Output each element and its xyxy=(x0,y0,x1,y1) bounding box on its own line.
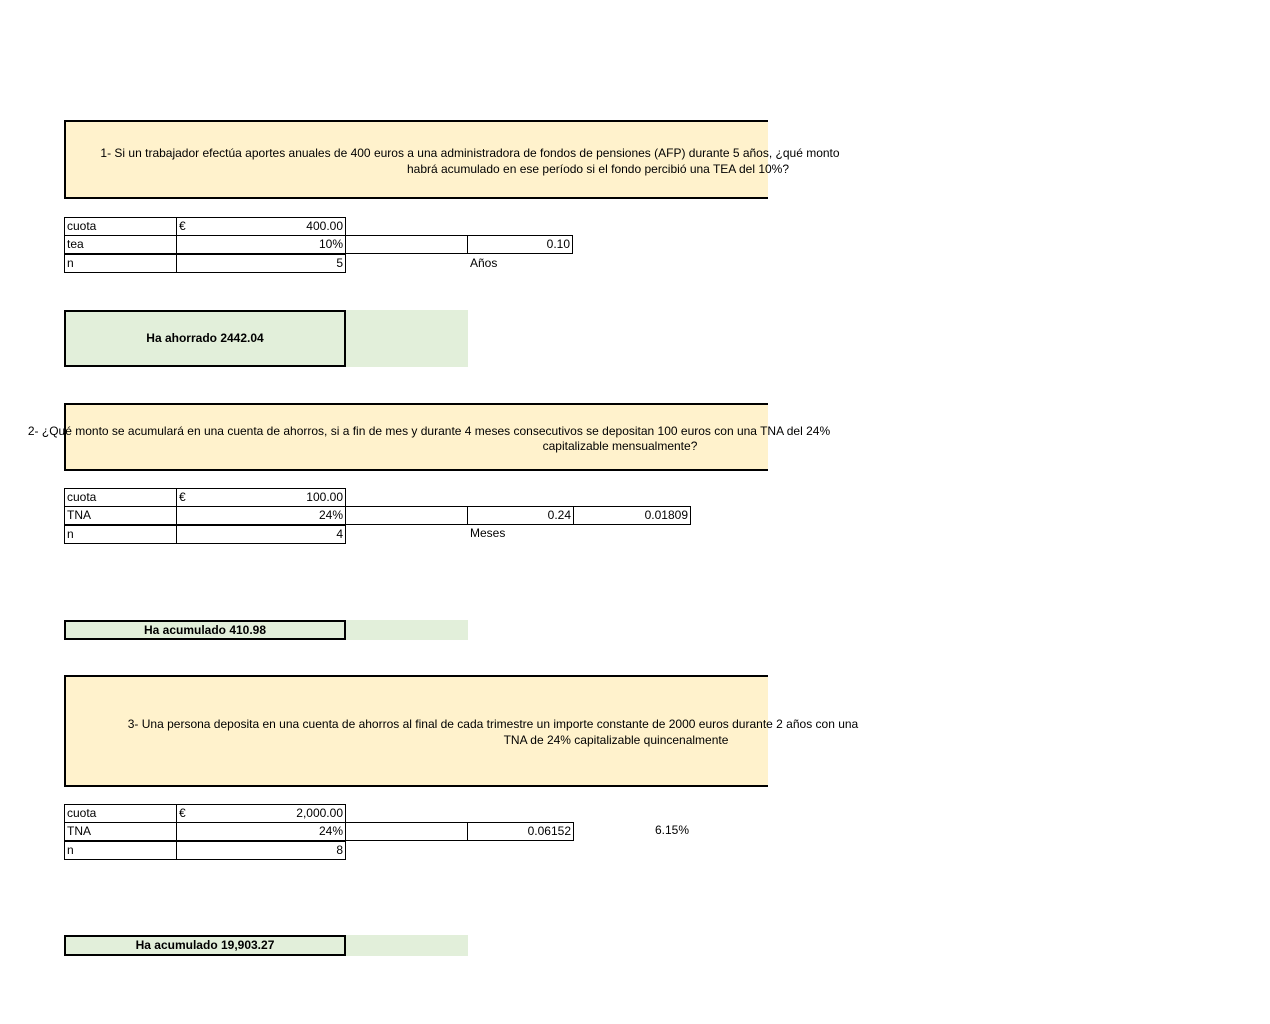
q1-tea-decimal: 0.10 xyxy=(467,235,573,254)
problem-3-line2: TNA de 24% capitalizable quincenalmente xyxy=(503,733,729,747)
q2-n-unit: Meses xyxy=(470,526,506,540)
q2-tna-decimal: 0.24 xyxy=(467,506,574,525)
q2-result-background xyxy=(345,620,468,640)
problem-3-line1: 3- Una persona deposita en una cuenta de ahorros al final de cada trimestre un importe constante de 2000 euros durante 2 años con una xyxy=(127,717,859,731)
q2-empty-cell xyxy=(345,506,468,525)
q3-cuota-label: cuota xyxy=(64,804,177,823)
q1-tea-value: 10% xyxy=(176,235,346,254)
q3-n-label: n xyxy=(64,841,177,860)
q2-cuota-value: 100.00 xyxy=(176,488,346,507)
q2-n-value: 4 xyxy=(176,525,346,544)
q1-n-label: n xyxy=(64,254,177,273)
q2-result: Ha acumulado 410.98 xyxy=(64,620,346,640)
q1-tea-label: tea xyxy=(64,235,177,254)
q3-tna-value: 24% xyxy=(176,822,346,841)
problem-2-statement xyxy=(27,403,831,471)
q3-currency-symbol: € xyxy=(176,804,346,823)
q3-tna-percent: 6.15% xyxy=(654,823,689,837)
q3-empty-cell xyxy=(345,822,468,841)
problem-2-line2: capitalizable mensualmente? xyxy=(542,439,698,453)
problem-2-line1: 2- ¿Qué monto se acumulará en una cuenta de ahorros, si a fin de mes y durante 4 meses consecutivos se depositan 100 euros con una TNA del 24% xyxy=(27,424,831,438)
q1-result: Ha ahorrado 2442.04 xyxy=(64,310,346,367)
q3-cuota-value: 2,000.00 xyxy=(176,804,346,823)
q3-result-background xyxy=(345,935,468,956)
q3-n-value: 8 xyxy=(176,841,346,860)
problem-1-line2: habrá acumulado en ese período si el fondo percibió una TEA del 10%? xyxy=(406,162,790,176)
q3-tna-rate: 0.06152 xyxy=(467,822,574,841)
q2-currency-symbol: € xyxy=(176,488,346,507)
q1-n-value: 5 xyxy=(176,254,346,273)
q2-cuota-label: cuota xyxy=(64,488,177,507)
q1-empty-cell xyxy=(345,235,468,254)
q2-tna-value: 24% xyxy=(176,506,346,525)
q2-tna-label: TNA xyxy=(64,506,177,525)
q2-tna-rate: 0.01809 xyxy=(573,506,691,525)
q3-result: Ha acumulado 19,903.27 xyxy=(64,935,346,956)
q1-n-unit: Años xyxy=(470,256,498,270)
problem-1-statement xyxy=(64,120,840,199)
q1-cuota-label: cuota xyxy=(64,217,177,236)
q2-n-label: n xyxy=(64,525,177,544)
q1-cuota-value: 400.00 xyxy=(176,217,346,236)
q1-currency-symbol: € xyxy=(176,217,346,236)
q3-tna-label: TNA xyxy=(64,822,177,841)
q1-result-background xyxy=(345,310,468,367)
problem-1-line1: 1- Si un trabajador efectúa aportes anuales de 400 euros a una administradora de fondos de pensiones (AFP) durante 5 años, ¿qué monto xyxy=(100,146,840,160)
problem-3-statement xyxy=(64,675,859,787)
